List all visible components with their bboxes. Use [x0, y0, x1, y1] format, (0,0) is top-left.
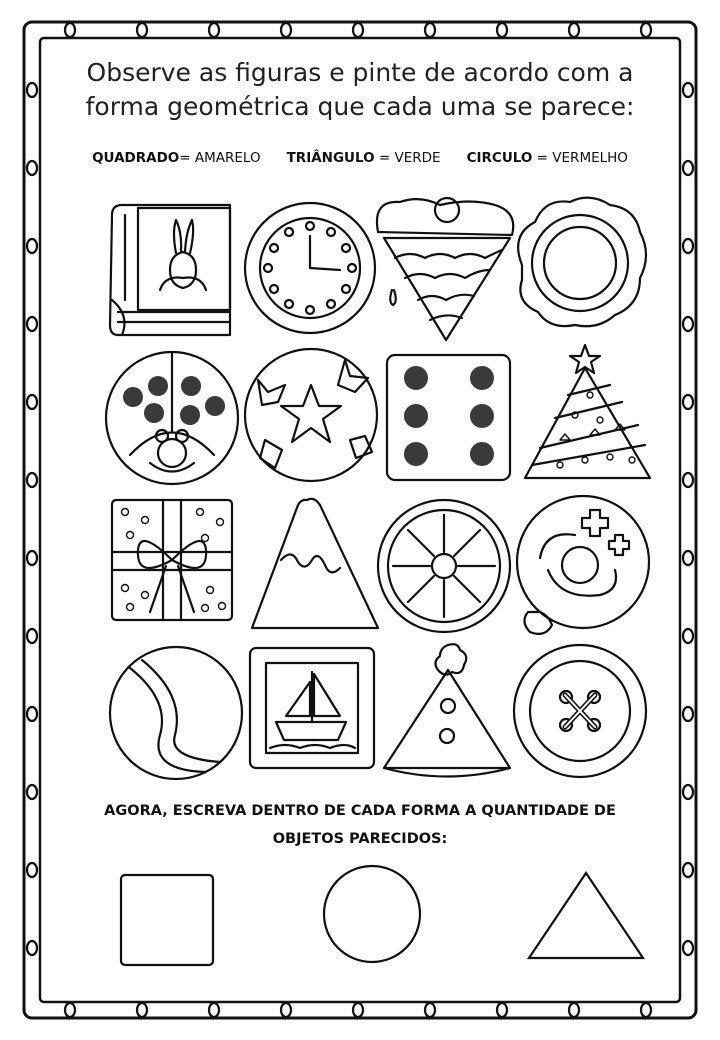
answer-triangle[interactable] — [529, 873, 643, 958]
page-title-line-2: forma geométrica que cada uma se parece: — [85, 92, 635, 121]
answer-square[interactable] — [121, 875, 213, 965]
instruction-line-1: AGORA, ESCREVA DENTRO DE CADA FORMA A QUANTIDADE DE — [104, 803, 616, 819]
legend-triangle: TRIÂNGULO = VERDE — [286, 150, 441, 166]
page-title-line-1: Observe as figuras e pinte de acordo com a — [86, 58, 634, 87]
instruction-line-2: OBJETOS PARECIDOS: — [272, 831, 448, 847]
legend-circle: CIRCULO = VERMELHO — [466, 150, 628, 166]
answer-circle[interactable] — [324, 866, 420, 962]
legend-square: QUADRADO= AMARELO — [92, 150, 261, 166]
